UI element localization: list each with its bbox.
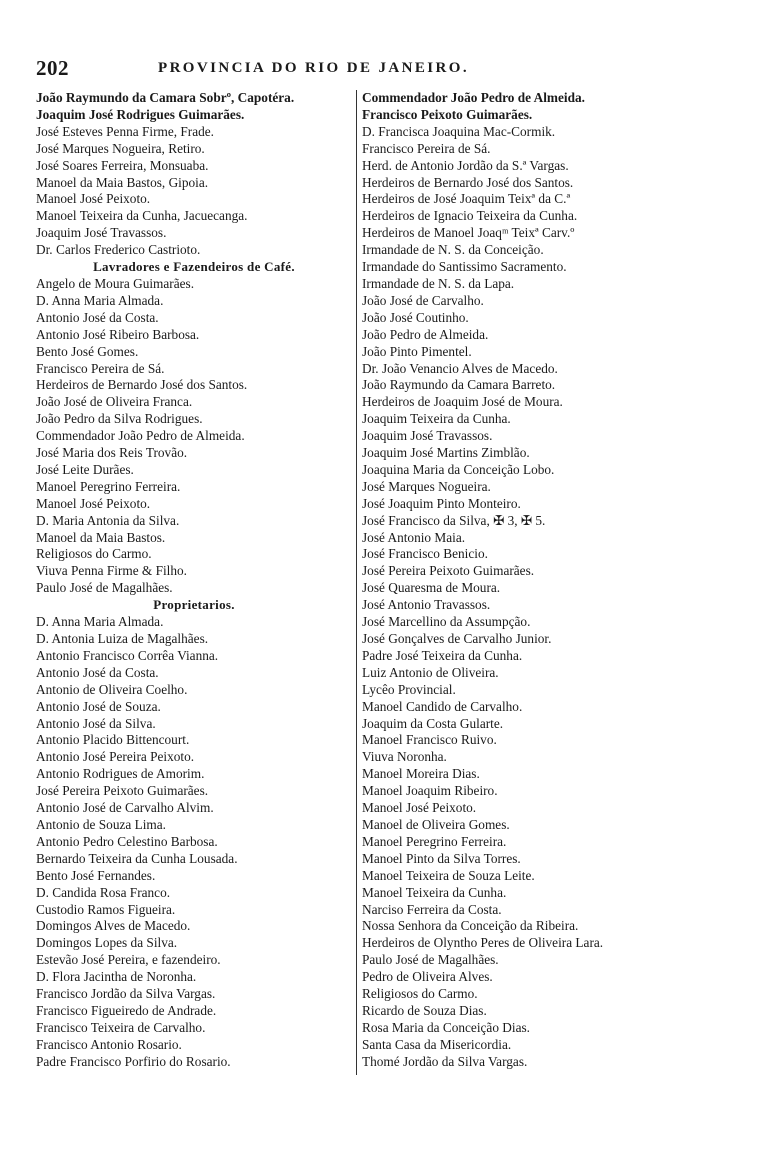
list-entry: Antonio José da Costa.: [36, 664, 159, 680]
list-entry: Custodio Ramos Figueira.: [36, 901, 176, 917]
list-entry: Herdeiros de Bernardo José dos Santos.: [362, 174, 574, 190]
list-entry: Antonio José da Costa.: [36, 309, 159, 325]
list-entry: João José Coutinho.: [362, 309, 469, 325]
list-entry: Dr. Carlos Frederico Castrioto.: [36, 242, 201, 258]
page-number: 202: [36, 56, 69, 80]
list-entry: Domingos Lopes da Silva.: [36, 935, 178, 951]
list-entry: Manoel Joaquim Ribeiro.: [362, 783, 498, 799]
list-entry: Pedro de Oliveira Alves.: [362, 969, 493, 985]
list-entry: Antonio José da Silva.: [36, 715, 156, 731]
list-entry: Joaquim José Rodrigues Guimarães.: [36, 106, 245, 122]
list-entry: José Marques Nogueira, Retiro.: [36, 140, 205, 156]
list-entry: Manoel José Peixoto.: [362, 800, 477, 816]
list-entry: D. Flora Jacintha de Noronha.: [36, 969, 197, 985]
list-entry: Antonio de Souza Lima.: [36, 816, 166, 832]
list-entry: Joaquim da Costa Gularte.: [362, 715, 504, 731]
list-entry: Francisco Antonio Rosario.: [36, 1036, 182, 1052]
list-entry: José Antonio Maia.: [362, 529, 466, 545]
list-entry: Antonio Rodrigues de Amorim.: [36, 766, 205, 782]
list-entry: Manoel José Peixoto.: [36, 495, 151, 511]
page-title: PROVINCIA DO RIO DE JANEIRO.: [158, 60, 469, 76]
list-entry: José Soares Ferreira, Monsuaba.: [36, 157, 209, 173]
list-entry: Commendador João Pedro de Almeida.: [36, 428, 245, 444]
list-entry: Francisco Jordão da Silva Vargas.: [36, 986, 216, 1002]
list-entry: Bernardo Teixeira da Cunha Lousada.: [36, 850, 238, 866]
list-entry: Luiz Antonio de Oliveira.: [362, 664, 499, 680]
list-entry: Francisco Peixoto Guimarães.: [362, 106, 533, 122]
list-entry: Lycêo Provincial.: [362, 681, 456, 697]
right-column: [358, 90, 748, 1071]
list-entry: Manoel Moreira Dias.: [362, 766, 480, 782]
list-entry: Antonio Francisco Corrêa Vianna.: [36, 647, 219, 663]
list-entry: Commendador João Pedro de Almeida.: [362, 90, 585, 105]
section-heading: Lavradores e Fazendeiros de Café.: [93, 259, 295, 275]
list-entry: Dr. João Venancio Alves de Macedo.: [362, 360, 558, 376]
list-entry: Estevão José Pereira, e fazendeiro.: [36, 952, 221, 968]
list-entry: Herdeiros de Olyntho Peres de Oliveira Lara.: [362, 935, 604, 951]
list-entry: Francisco Figueiredo de Andrade.: [36, 1002, 217, 1018]
list-entry: João José de Carvalho.: [362, 292, 484, 308]
list-entry: Joaquim José Travassos.: [36, 225, 167, 241]
list-entry: Antonio José de Souza.: [36, 698, 161, 714]
list-entry: João Pinto Pimentel.: [362, 343, 472, 359]
page-header: [36, 56, 736, 84]
list-entry: Antonio Placido Bittencourt.: [36, 732, 190, 748]
list-entry: José Maria dos Reis Trovão.: [36, 445, 188, 461]
list-entry: Manoel Teixeira da Cunha, Jacuecanga.: [36, 208, 248, 224]
list-entry: Herdeiros de Joaquim José de Moura.: [362, 394, 563, 410]
list-entry: Antonio José de Carvalho Alvim.: [36, 800, 214, 816]
list-entry: Paulo José de Magalhães.: [36, 580, 173, 596]
list-entry: Herdeiros de Bernardo José dos Santos.: [36, 377, 248, 393]
list-entry: José Francisco Benicio.: [362, 546, 488, 562]
list-entry: D. Anna Maria Almada.: [36, 614, 164, 630]
list-entry: José Antonio Travassos.: [362, 597, 491, 613]
list-entry: Francisco Pereira de Sá.: [362, 140, 491, 156]
list-entry: Irmandade de N. S. da Lapa.: [362, 275, 515, 291]
list-entry: Herdeiros de Ignacio Teixeira da Cunha.: [362, 208, 578, 224]
column-divider: [356, 90, 357, 1075]
list-entry: Francisco Pereira de Sá.: [36, 360, 165, 376]
list-entry: Manoel Peregrino Ferreira.: [36, 478, 181, 494]
list-entry: Narciso Ferreira da Costa.: [362, 901, 502, 917]
list-entry: Paulo José de Magalhães.: [362, 952, 499, 968]
list-entry: Thomé Jordão da Silva Vargas.: [362, 1053, 528, 1069]
list-entry: Antonio José Pereira Peixoto.: [36, 749, 195, 765]
list-entry: Joaquim José Martins Zimblão.: [362, 445, 530, 461]
list-entry: Antonio José Ribeiro Barbosa.: [36, 326, 200, 342]
list-entry: José Leite Durães.: [36, 461, 134, 477]
list-entry: José Joaquim Pinto Monteiro.: [362, 495, 521, 511]
list-entry: Herdeiros de José Joaquim Teixª da C.ª: [362, 191, 571, 207]
list-entry: Angelo de Moura Guimarães.: [36, 275, 195, 291]
list-entry: Rosa Maria da Conceição Dias.: [362, 1019, 531, 1035]
list-entry: Religiosos do Carmo.: [36, 546, 152, 562]
list-entry: Bento José Gomes.: [36, 343, 139, 359]
list-entry: José Esteves Penna Firme, Frade.: [36, 123, 214, 139]
list-entry: Manoel Teixeira da Cunha.: [362, 884, 507, 900]
list-entry: Irmandade de N. S. da Conceição.: [362, 242, 544, 258]
list-entry: Manoel Peregrino Ferreira.: [362, 833, 507, 849]
list-entry: Viuva Noronha.: [362, 749, 447, 765]
list-entry: D. Antonia Luiza de Magalhães.: [36, 631, 209, 646]
list-entry: José Gonçalves de Carvalho Junior.: [362, 631, 552, 646]
list-entry: Ricardo de Souza Dias.: [362, 1002, 487, 1018]
list-entry: José Francisco da Silva, ✠ 3, ✠ 5.: [362, 512, 546, 528]
list-entry: João Raymundo da Camara Barreto.: [362, 377, 556, 393]
list-entry: João José de Oliveira Franca.: [36, 394, 193, 410]
list-entry: Manoel de Oliveira Gomes.: [362, 816, 510, 832]
list-entry: Padre José Teixeira da Cunha.: [362, 647, 523, 663]
section-heading: Proprietarios.: [153, 597, 235, 613]
list-entry: Joaquim Teixeira da Cunha.: [362, 411, 511, 427]
list-entry: Herd. de Antonio Jordão da S.ª Vargas.: [362, 157, 569, 173]
list-entry: Domingos Alves de Macedo.: [36, 918, 191, 934]
list-entry: Francisco Teixeira de Carvalho.: [36, 1019, 206, 1035]
list-entry: Nossa Senhora da Conceição da Ribeira.: [362, 918, 579, 934]
list-entry: João Raymundo da Camara Sobrº, Capotéra.: [36, 90, 295, 105]
list-entry: José Quaresma de Moura.: [362, 580, 501, 596]
list-entry: José Marques Nogueira.: [362, 478, 491, 494]
list-entry: Herdeiros de Manoel Joaqᵐ Teixª Carv.º: [362, 225, 575, 241]
list-entry: João Pedro de Almeida.: [362, 326, 489, 342]
list-entry: Manoel José Peixoto.: [36, 191, 151, 207]
list-entry: José Marcellino da Assumpção.: [362, 614, 531, 630]
list-entry: Manoel Francisco Ruivo.: [362, 732, 497, 748]
list-entry: D. Anna Maria Almada.: [36, 292, 164, 308]
list-entry: Viuva Penna Firme & Filho.: [36, 563, 187, 579]
list-entry: Manoel da Maia Bastos.: [36, 529, 166, 545]
left-column: [36, 90, 352, 1071]
list-entry: Antonio de Oliveira Coelho.: [36, 681, 188, 697]
list-entry: D. Francisca Joaquina Mac-Cormik.: [362, 123, 556, 139]
list-entry: João Pedro da Silva Rodrigues.: [36, 411, 203, 427]
list-entry: José Pereira Peixoto Guimarães.: [36, 783, 209, 799]
list-entry: Manoel Teixeira de Souza Leite.: [362, 867, 535, 883]
list-entry: Bento José Fernandes.: [36, 867, 156, 883]
list-entry: D. Candida Rosa Franco.: [36, 884, 171, 900]
list-entry: Joaquim José Travassos.: [362, 428, 493, 444]
list-entry: Antonio Pedro Celestino Barbosa.: [36, 833, 218, 849]
list-entry: Religiosos do Carmo.: [362, 986, 478, 1002]
list-entry: Joaquina Maria da Conceição Lobo.: [362, 461, 555, 477]
list-entry: Santa Casa da Misericordia.: [362, 1036, 512, 1052]
list-entry: Padre Francisco Porfirio do Rosario.: [36, 1053, 231, 1069]
list-entry: D. Maria Antonia da Silva.: [36, 512, 180, 528]
list-entry: Manoel Pinto da Silva Torres.: [362, 850, 521, 866]
list-entry: Manoel Candido de Carvalho.: [362, 698, 523, 714]
list-entry: José Pereira Peixoto Guimarães.: [362, 563, 535, 579]
list-entry: Irmandade do Santissimo Sacramento.: [362, 259, 567, 275]
list-entry: Manoel da Maia Bastos, Gipoia.: [36, 174, 209, 190]
